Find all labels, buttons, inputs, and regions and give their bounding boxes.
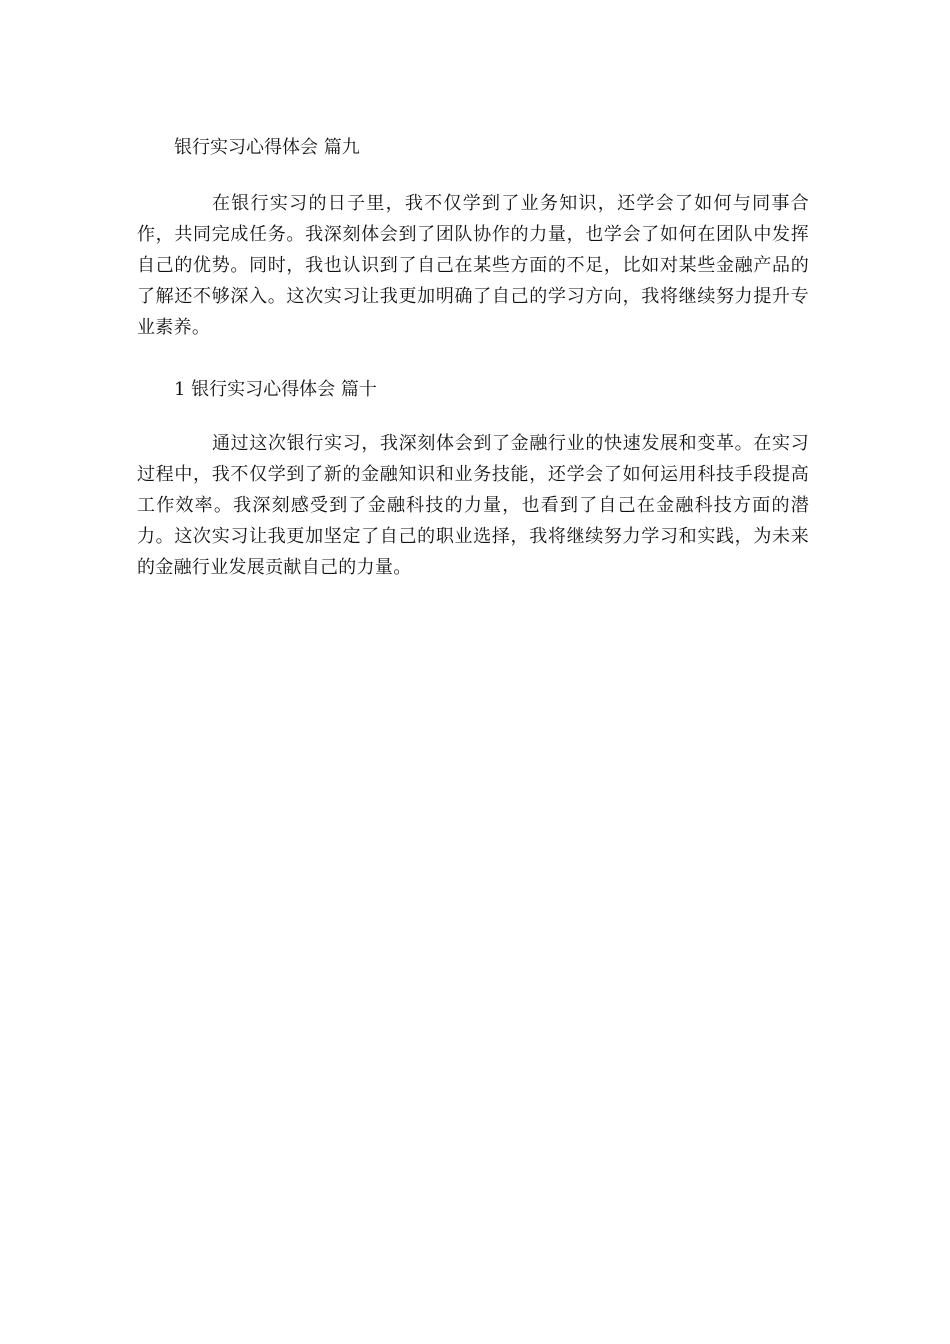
section-paragraph-9: 在银行实习的日子里，我不仅学到了业务知识，还学会了如何与同事合作，共同完成任务。我深刻体会到了团队协作的力量，也学会了如何在团队中发挥自己的优势。同时，我也认识到了自己在某些方面的不足，比如对某些金融产品的了解还不够深入。这次实习让我更加明确了自己的学习方向，我将继续努力提升专业素养。: [137, 193, 809, 338]
section-heading-10: 1 银行实习心得体会 篇十: [174, 379, 377, 400]
section-paragraph-10: 通过这次银行实习，我深刻体会到了金融行业的快速发展和变革。在实习过程中，我不仅学到了新的金融知识和业务技能，还学会了如何运用科技手段提高工作效率。我深刻感受到了金融科技的力量，也看到了自己在金融科技方面的潜力。这次实习让我更加坚定了自己的职业选择，我将继续努力学习和实践，为未来的金融行业发展贡献自己的力量。: [137, 433, 809, 578]
section-heading-9: 银行实习心得体会 篇九: [174, 137, 360, 158]
